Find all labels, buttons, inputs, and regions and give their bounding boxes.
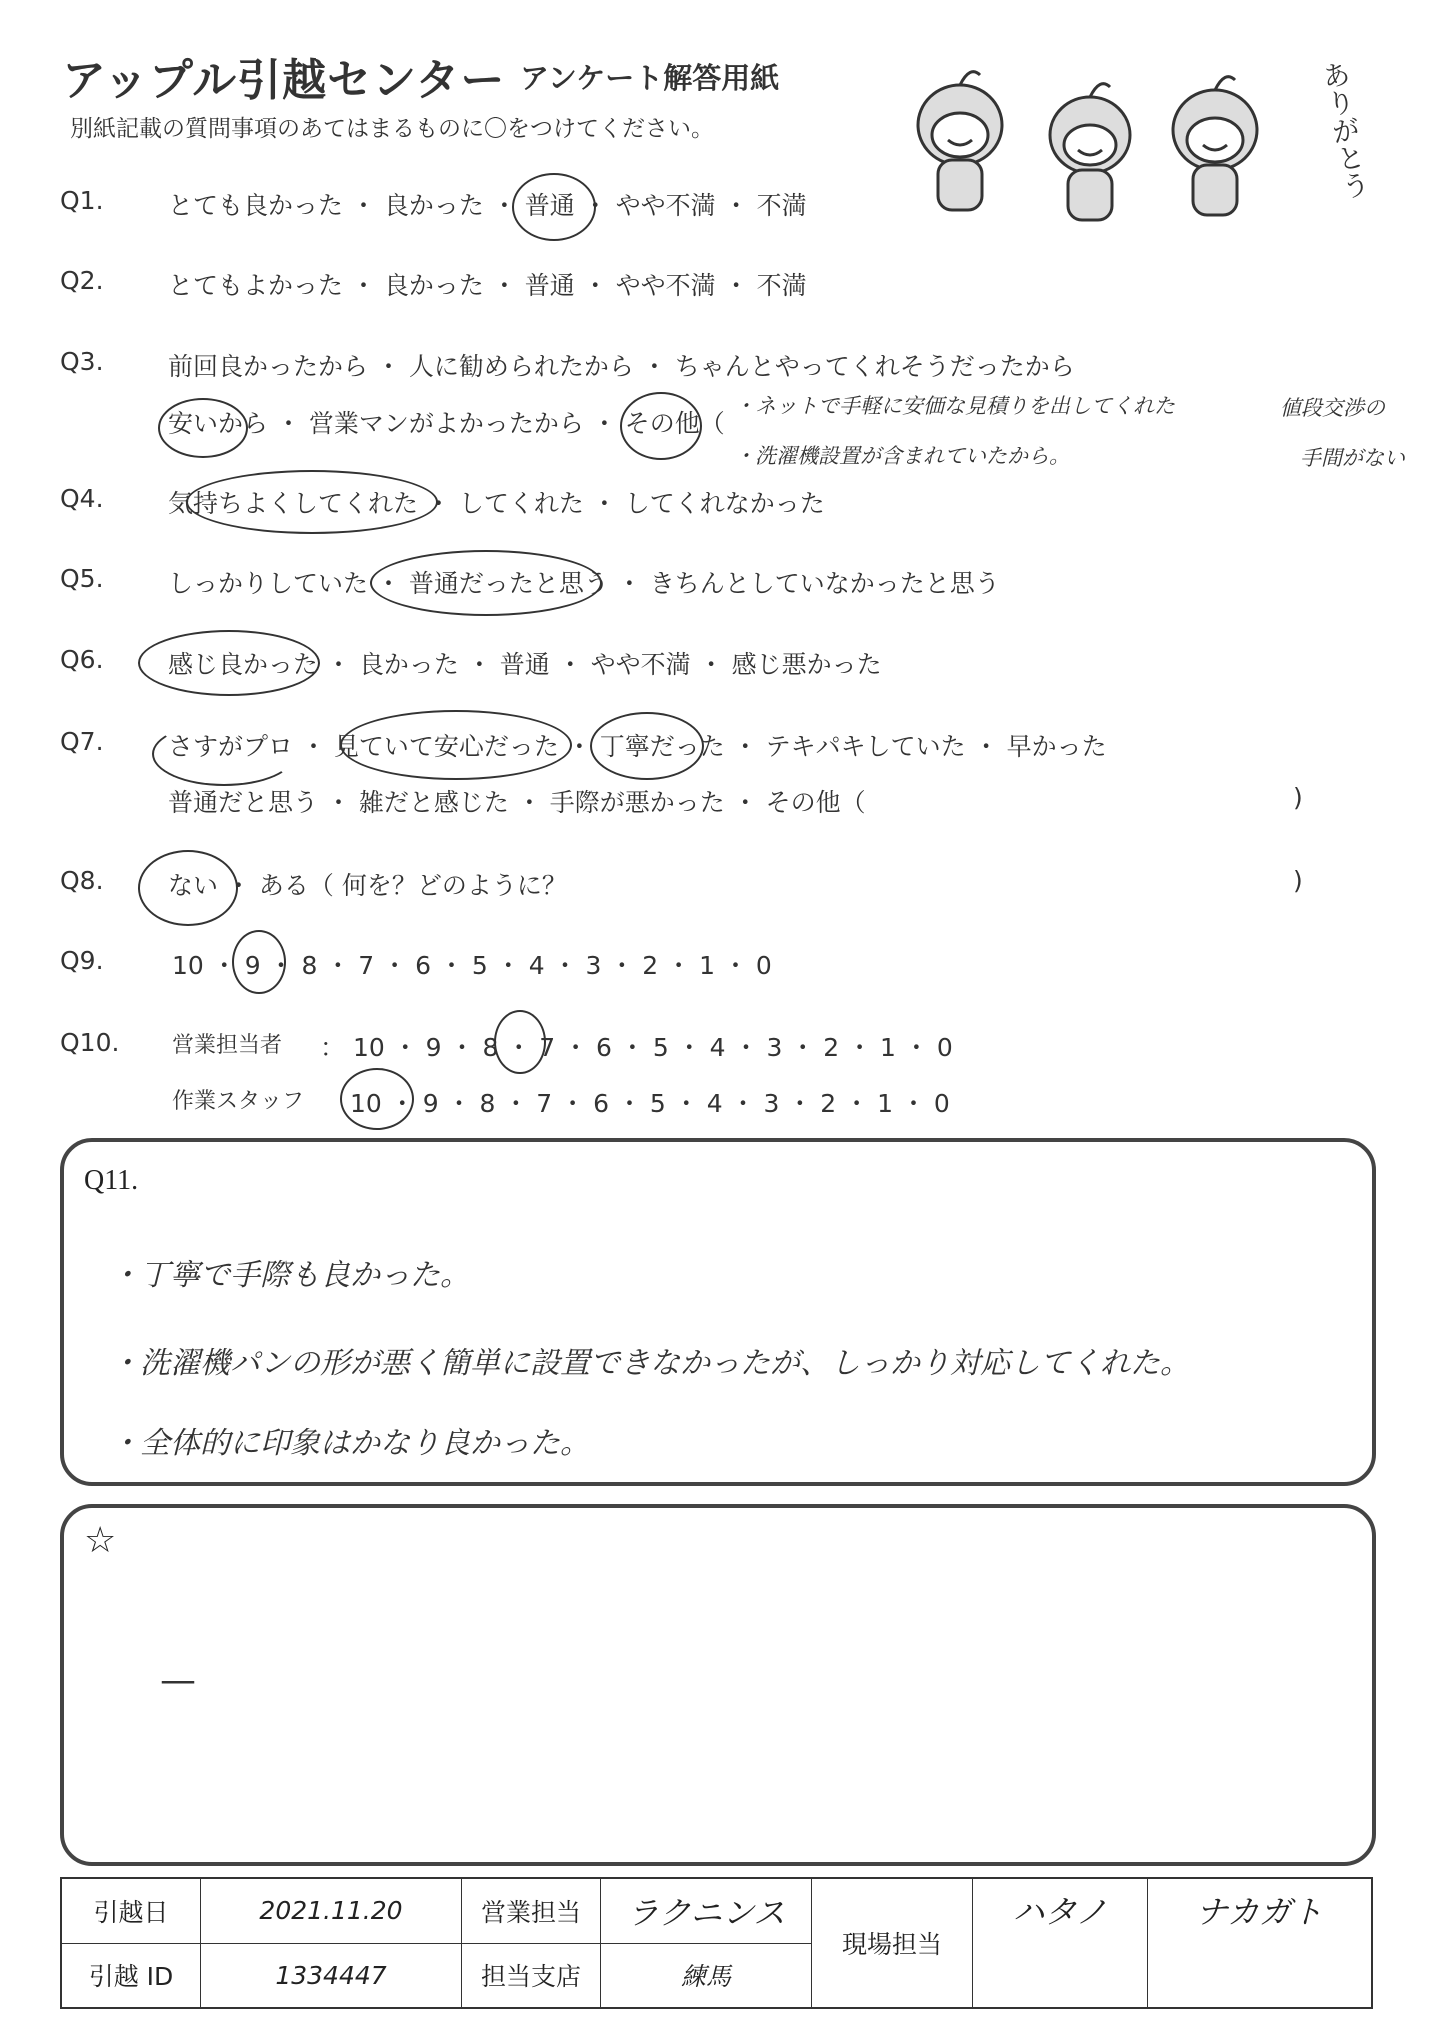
q7-options-line2: 普通だと思う ・ 雑だと感じた ・ 手際が悪かった ・ その他（ xyxy=(168,788,866,817)
q3-handwritten-line1: ・ネットで手軽に安価な見積りを出してくれた xyxy=(734,394,1175,418)
q6-selection-circle xyxy=(138,630,320,696)
q8-selection-circle xyxy=(138,850,238,926)
q3-handwritten-side2: 手間がない xyxy=(1300,446,1405,470)
form-subtitle: アンケート解答用紙 xyxy=(520,61,780,95)
q7-selection-circle-pro xyxy=(152,722,296,786)
q11-comment-line1: ・丁寧で手際も良かった。 xyxy=(110,1258,470,1293)
q10-staff-scale: 10 ・ 9 ・ 8 ・ 7 ・ 6 ・ 5 ・ 4 ・ 3 ・ 2 ・ 1 ・ 0 xyxy=(350,1089,950,1118)
q8-number: Q8. xyxy=(60,866,104,895)
star-icon: ☆ xyxy=(84,1520,117,1561)
q10-sales-scale: ： 10 ・ 9 ・ 8 ・ 7 ・ 6 ・ 5 ・ 4 ・ 3 ・ 2 ・ 1 ・ 0 xyxy=(320,1033,953,1062)
q10-sales-label: 営業担当者 xyxy=(172,1033,283,1058)
q4-number: Q4. xyxy=(60,484,104,513)
move-id-value: 1334447 xyxy=(201,1943,462,2008)
q7-number: Q7. xyxy=(60,727,104,756)
sales-label: 営業担当 xyxy=(462,1878,601,1943)
q3-handwritten-line2: ・洗濯機設置が含まれていたから。 xyxy=(734,444,1070,468)
q2-options: とてもよかった ・ 良かった ・ 普通 ・ やや不満 ・ 不満 xyxy=(168,271,807,300)
form-title: アップル引越センター xyxy=(62,55,506,106)
branch-label: 担当支店 xyxy=(462,1943,601,2008)
q1-options: とても良かった ・ 良かった ・ 普通 ・ やや不満 ・ 不満 xyxy=(168,191,807,220)
q4-options: 気持ちよくしてくれた ・ してくれた ・ してくれなかった xyxy=(168,489,825,518)
site-staff-value-1: ハタノ xyxy=(973,1878,1148,2008)
move-date-label: 引越日 xyxy=(61,1878,201,1943)
q3-options-line2: 安いから ・ 営業マンがよかったから ・ その他（ xyxy=(168,409,725,438)
star-comment-box xyxy=(60,1504,1376,1866)
q11-label: Q11. xyxy=(84,1165,139,1196)
q1-selection-circle xyxy=(512,173,596,241)
q6-number: Q6. xyxy=(60,645,104,674)
q3-options-line1: 前回良かったから ・ 人に勧められたから ・ ちゃんとやってくれそうだったから xyxy=(168,352,1075,381)
q10-number: Q10. xyxy=(60,1028,120,1057)
q4-selection-circle xyxy=(186,470,438,534)
move-date-value: 2021.11.20 xyxy=(201,1878,462,1943)
q11-comment-line2: ・洗濯機パンの形が悪く簡単に設置できなかったが、しっかり対応してくれた。 xyxy=(110,1346,1190,1381)
q10-staff-label: 作業スタッフ xyxy=(172,1089,305,1114)
q7-close-paren: ) xyxy=(1293,783,1303,812)
q11-comment-line3: ・全体的に印象はかなり良かった。 xyxy=(110,1426,590,1461)
q3-number: Q3. xyxy=(60,347,104,376)
q8-options: ない ・ ある（ 何を？どのように？ xyxy=(168,871,567,900)
q7-options-line1: さすがプロ ・ 見ていて安心だった ・ 丁寧だった ・ テキパキしていた ・ 早かった xyxy=(168,732,1107,761)
branch-value: 練馬 xyxy=(601,1943,812,2008)
q7-selection-circle-anshin xyxy=(340,710,572,780)
footer-info-table xyxy=(60,1877,1373,2009)
q3-selection-circle-cheap xyxy=(158,398,248,458)
q9-number: Q9. xyxy=(60,946,104,975)
sales-value: ラクニンス xyxy=(601,1878,812,1943)
q5-selection-circle xyxy=(370,550,602,616)
q5-number: Q5. xyxy=(60,564,104,593)
arigatou-text: ありがとう xyxy=(1316,58,1373,202)
star-dash-mark: — xyxy=(160,1660,196,1701)
q1-number: Q1. xyxy=(60,186,104,215)
q3-handwritten-side1: 値段交渉の xyxy=(1280,396,1385,420)
monkey-mascot-icons xyxy=(880,50,1300,230)
q9-selection-circle xyxy=(232,930,286,994)
site-staff-value-2: ナカガト xyxy=(1147,1878,1372,2008)
q9-scale: 10 ・ 9 ・ 8 ・ 7 ・ 6 ・ 5 ・ 4 ・ 3 ・ 2 ・ 1 ・ 0 xyxy=(172,951,772,980)
q10-staff-selection-circle xyxy=(340,1068,414,1130)
q7-selection-circle-teinei xyxy=(590,712,704,780)
site-staff-label: 現場担当 xyxy=(812,1878,973,2008)
q3-selection-circle-other xyxy=(620,392,702,460)
move-id-label: 引越 ID xyxy=(61,1943,201,2008)
q6-options: 感じ良かった ・ 良かった ・ 普通 ・ やや不満 ・ 感じ悪かった xyxy=(168,650,882,679)
q10-sales-selection-circle xyxy=(494,1010,546,1074)
q5-options: しっかりしていた ・ 普通だったと思う ・ きちんとしていなかったと思う xyxy=(168,569,1000,598)
q2-number: Q2. xyxy=(60,266,104,295)
instruction-text: 別紙記載の質問事項のあてはまるものに〇をつけてください。 xyxy=(70,116,714,142)
q8-close-paren: ) xyxy=(1293,866,1303,895)
